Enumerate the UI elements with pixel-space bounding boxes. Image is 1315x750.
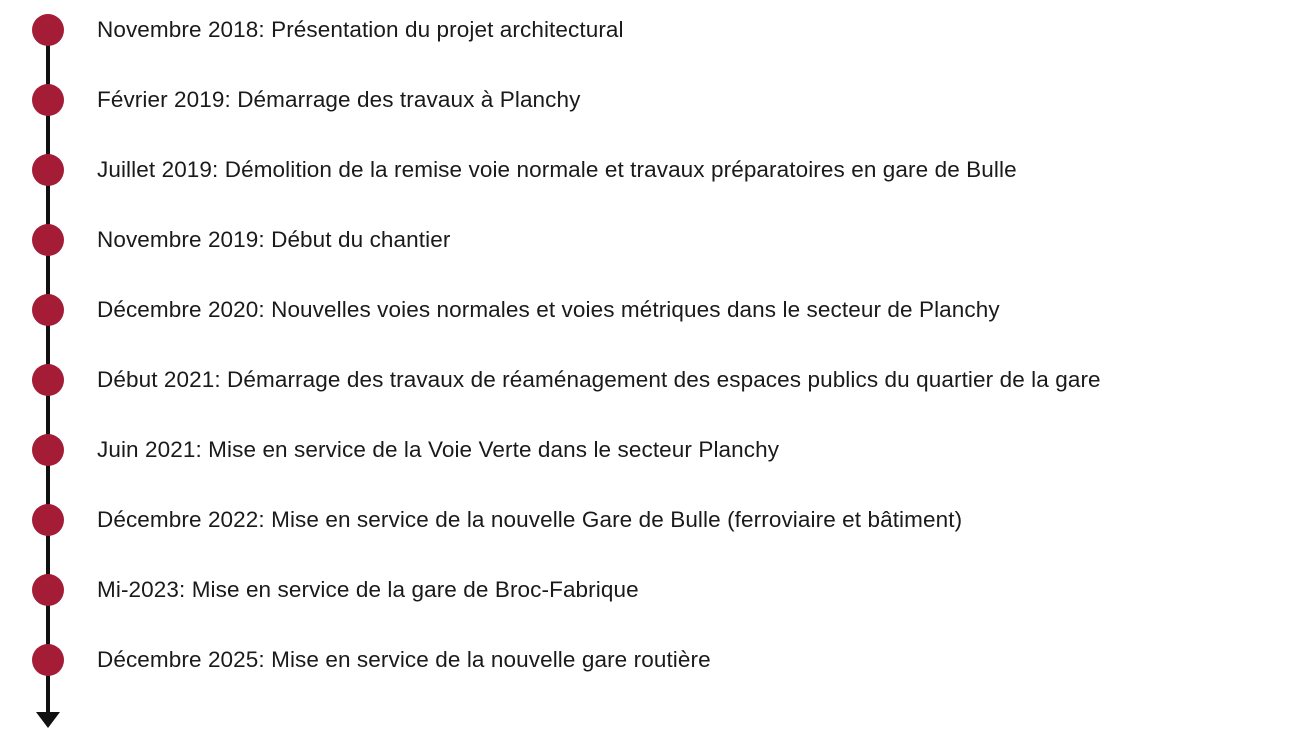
timeline-event-label: Juin 2021: Mise en service de la Voie Verte dans le secteur Planchy: [97, 437, 780, 462]
timeline-dot: [32, 644, 64, 676]
timeline-event: [0, 11, 1315, 51]
timeline-event-label: Février 2019: Démarrage des travaux à Planchy: [97, 87, 581, 112]
timeline-dot: [32, 154, 64, 186]
timeline-dot: [32, 574, 64, 606]
timeline-event: [0, 151, 1315, 191]
timeline-event: [0, 81, 1315, 121]
timeline-dot: [32, 434, 64, 466]
timeline-event-label: Décembre 2020: Nouvelles voies normales et voies métriques dans le secteur de Planchy: [97, 297, 1000, 322]
timeline-event: [0, 431, 1315, 471]
timeline-event-label: Mi-2023: Mise en service de la gare de Broc-Fabrique: [97, 577, 639, 602]
arrow-down-icon: [36, 712, 60, 728]
timeline-event-label: Décembre 2022: Mise en service de la nouvelle Gare de Bulle (ferroviaire et bâtiment): [97, 507, 963, 532]
timeline-dot: [32, 84, 64, 116]
timeline-event: [0, 571, 1315, 611]
timeline-event: [0, 361, 1315, 401]
timeline-dot: [32, 364, 64, 396]
timeline-event: [0, 291, 1315, 331]
timeline-event: [0, 641, 1315, 681]
timeline-dot: [32, 14, 64, 46]
timeline-dot: [32, 224, 64, 256]
timeline-event: [0, 501, 1315, 541]
timeline-event-label: Novembre 2018: Présentation du projet architectural: [97, 17, 624, 42]
timeline-dot: [32, 294, 64, 326]
timeline-dot: [32, 504, 64, 536]
timeline-event: [0, 221, 1315, 261]
timeline-event-label: Novembre 2019: Début du chantier: [97, 227, 451, 252]
timeline-event-label: Début 2021: Démarrage des travaux de réaménagement des espaces publics du quartier de la gare: [97, 367, 1101, 392]
timeline-event-label: Juillet 2019: Démolition de la remise voie normale et travaux préparatoires en gare de Bulle: [97, 157, 1017, 182]
timeline-event-label: Décembre 2025: Mise en service de la nouvelle gare routière: [97, 647, 711, 672]
